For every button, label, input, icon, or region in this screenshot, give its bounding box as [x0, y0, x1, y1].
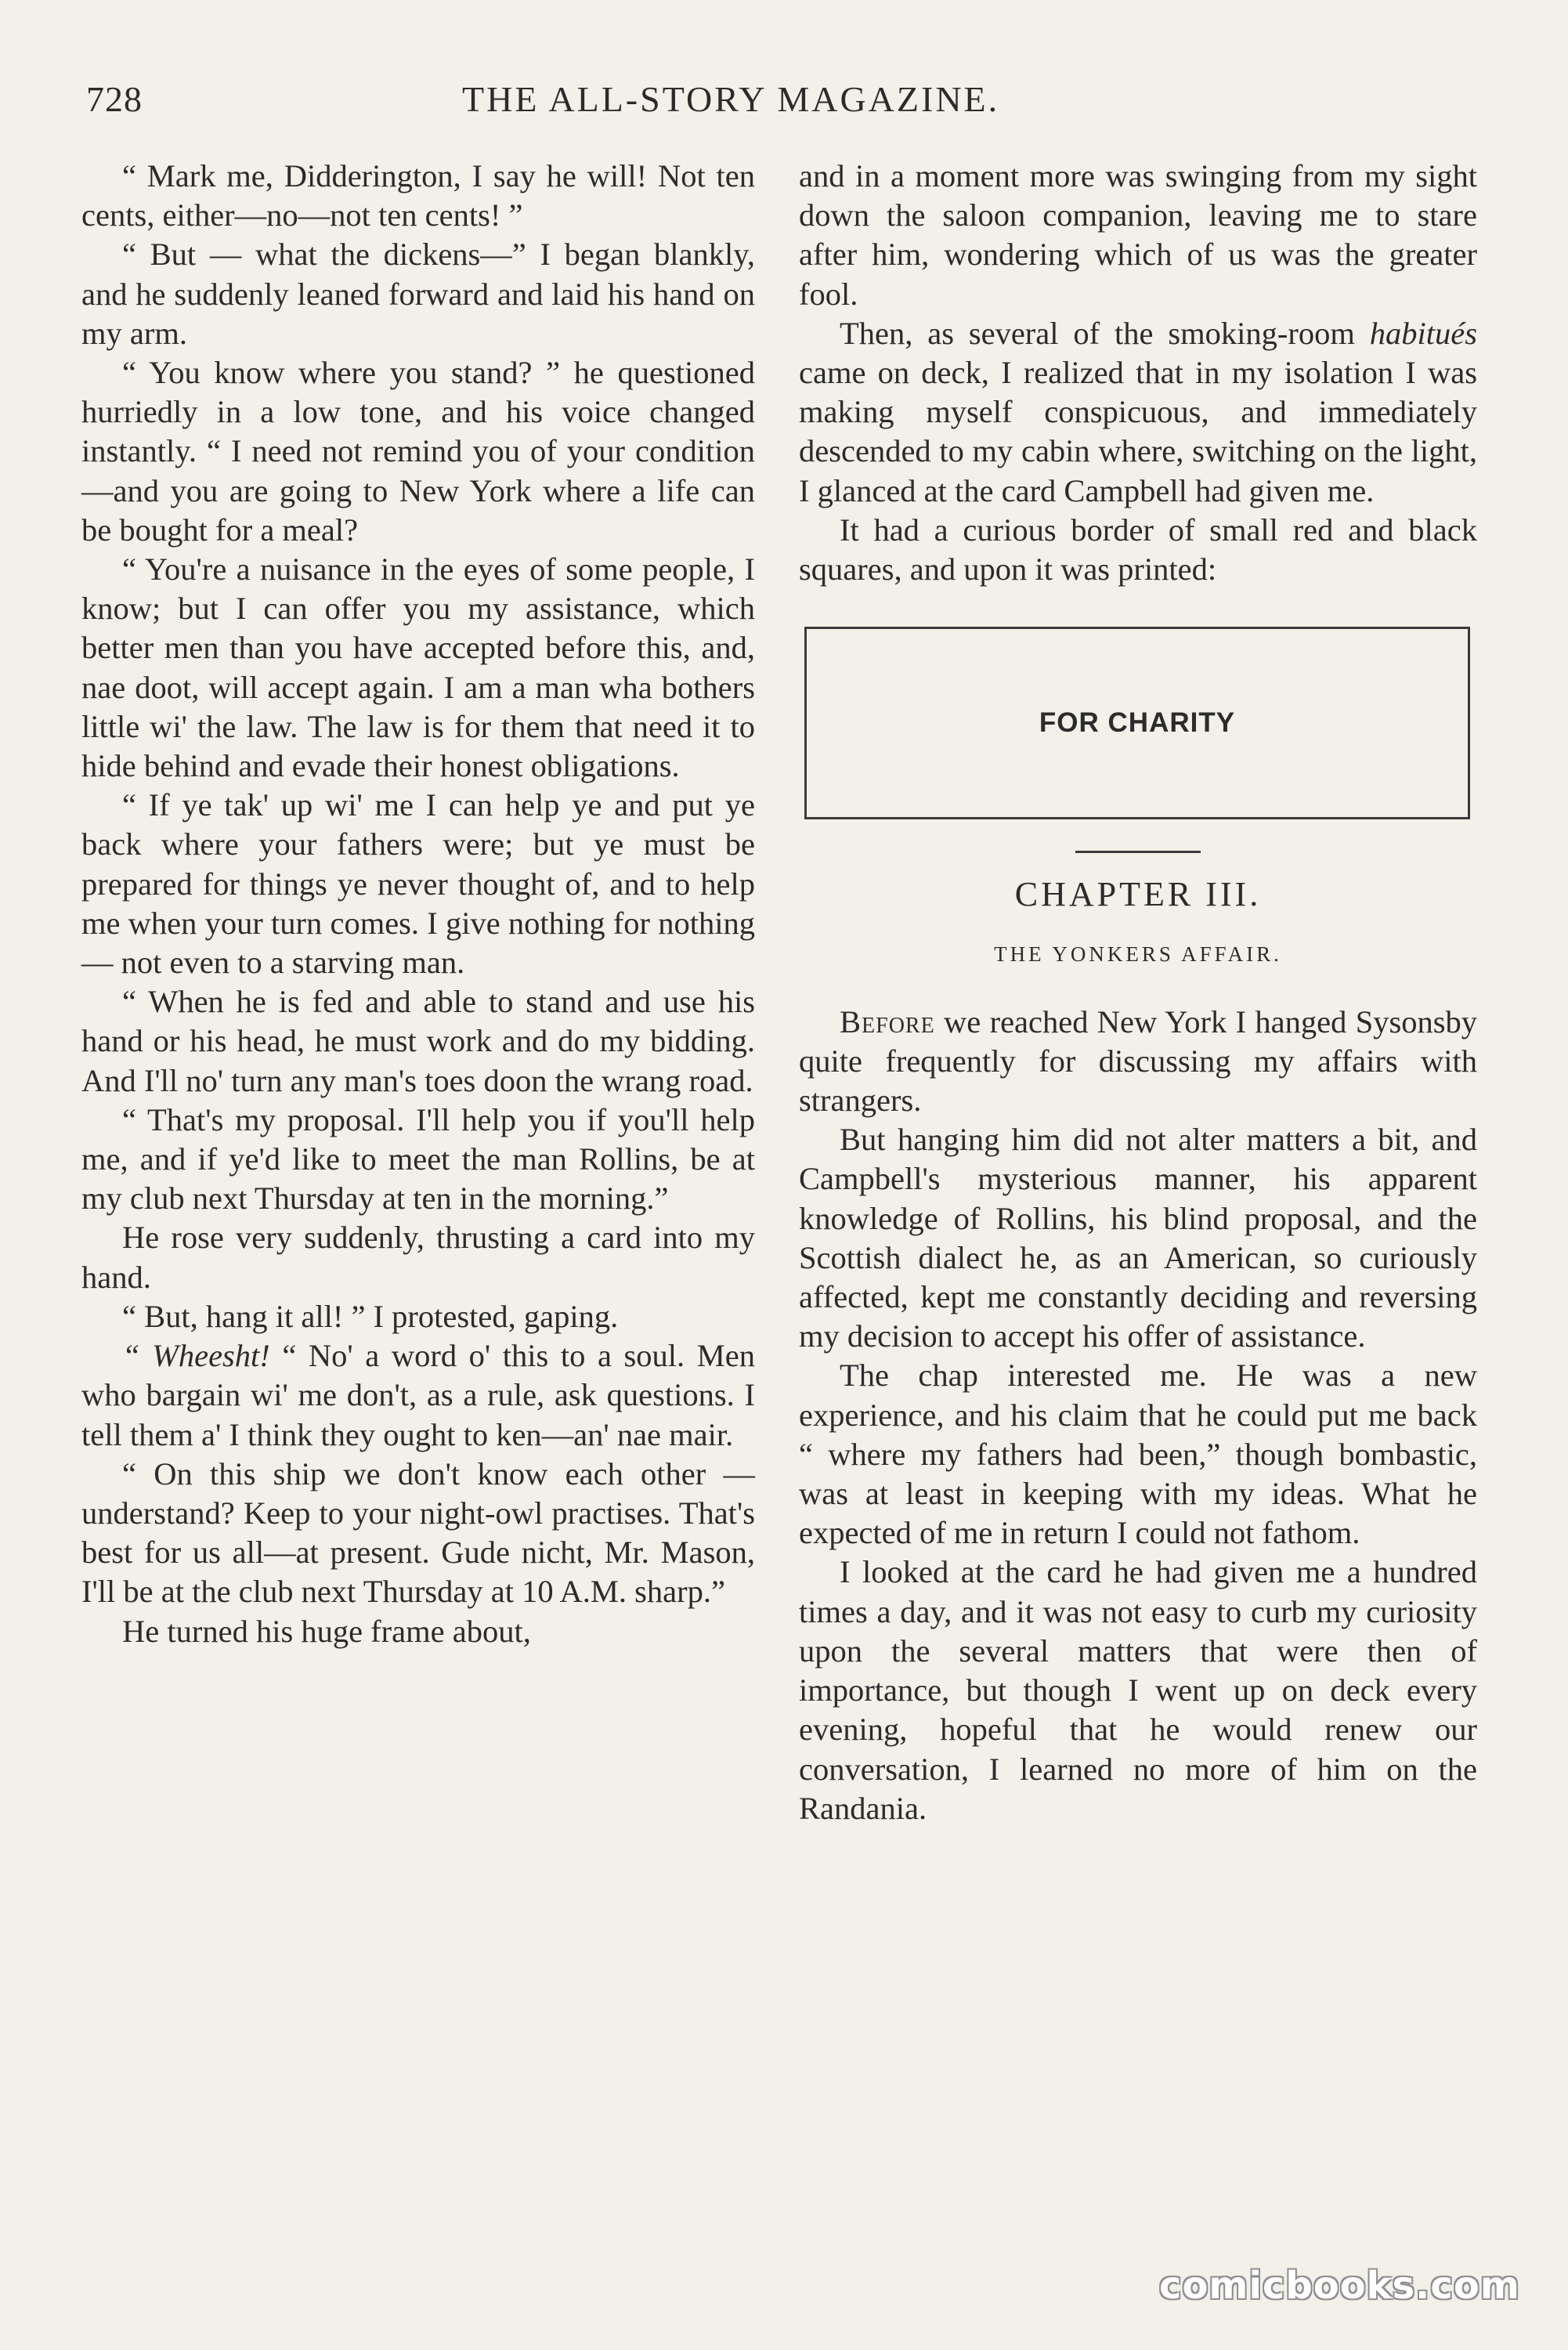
paragraph: He turned his huge frame about, [122, 1613, 531, 1649]
paragraph-text: came on deck, I realized that in my isolation I was making myself conspicuous, and immediately descended to my cabin where, switching on the light, I glanced at the card Campbell had given me. [799, 355, 1477, 508]
page-header [86, 78, 1496, 125]
chapter-subtitle: THE YONKERS AFFAIR. [994, 942, 1282, 967]
paragraph: He rose very suddenly, thrusting a card into my hand. [81, 1220, 755, 1295]
paragraph: “ You know where you stand? ” he questioned hurriedly in a low tone, and his voice changed instantly. “ I need not remind you of your condition—and you are going to New York where a life can be bought for a meal? [81, 355, 755, 548]
watermark: comicbooks.com [1159, 2264, 1520, 2308]
left-column [81, 157, 755, 1651]
paragraph: “ When he is fed and able to stand and use his hand or his head, he must work and do my bidding. And I'll no' turn any man's toes doon the wrang road. [81, 984, 755, 1098]
paragraph: But hanging him did not alter matters a bit, and Campbell's mysterious manner, his apparent knowledge of Rollins, his blind proposal, and the Scottish dialect he, as an American, so curiously affected, kept me constantly deciding and reversing my decision to accept his offer of assistance. [799, 1122, 1477, 1354]
paragraph-wheesht [81, 1336, 755, 1455]
right-column [799, 157, 1477, 1828]
page-number: 728 [86, 79, 143, 119]
paragraph-chapter-opening [799, 1003, 1477, 1121]
paragraph-then [799, 314, 1477, 511]
paragraph-text: Then, as several of the smoking-room [840, 315, 1370, 351]
card-text: FOR CHARITY [1039, 707, 1236, 739]
paragraph: The chap interested me. He was a new experience, and his claim that he could put me back “ where my fathers had been,” though bombastic, was at least in keeping with my ideas. What he expected of me in return I could not fathom. [799, 1358, 1477, 1551]
paragraph: “ Mark me, Didderington, I say he will! Not ten cents, either—no—not ten cents! ” [81, 158, 755, 233]
running-head: THE ALL-STORY MAGAZINE. [462, 79, 1000, 119]
paragraph: I looked at the card he had given me a hundred times a day, and it was not easy to curb my curiosity upon the several matters that were then of importance, but though I went up on deck every evening, hopeful that he would renew our conversation, I learned no more of him on the Randania. [799, 1554, 1477, 1826]
paragraph: “ But, hang it all! ” I protested, gaping. [122, 1298, 619, 1334]
charity-card [804, 627, 1470, 819]
paragraph-text: “ No' a word o' this to a soul. Men who bargain wi' me don't, as a rule, ask questions. I tell them a' I think they ought to ken—an' nae mair. [81, 1338, 755, 1452]
paragraph: “ That's my proposal. I'll help you if you'll help me, and if ye'd like to meet the man Rollins, be at my club next Thursday at ten in the morning.” [81, 1101, 755, 1217]
paragraph-continuation: and in a moment more was swinging from my sight down the saloon companion, leaving me to stare after him, wondering which of us was the greater fool. [799, 158, 1477, 312]
paragraph: “ If ye tak' up wi' me I can help ye and put ye back where your fathers were; but ye must be prepared for things ye never thought of, and to help me when your turn comes. I give nothing for nothing — not even to a starving man. [81, 787, 755, 981]
italic-exclamation: “ Wheesht! [122, 1338, 270, 1374]
paragraph-text: we reached New York I hanged Sysonsby quite frequently for discussing my affairs with strangers. [799, 1003, 1477, 1119]
italic-word: habitués [1369, 315, 1477, 351]
paragraph: “ On this ship we don't know each other — understand? Keep to your night-owl practises. That's best for us all—at present. Gude nicht, Mr. Mason, I'll be at the club next Thursday at 10 A.M. sharp.” [81, 1455, 755, 1610]
paragraph: “ You're a nuisance in the eyes of some people, I know; but I can offer you my assistance, which better men than you have accepted before this, and, nae doot, will accept again. I am a man wha bothers little wi' the law. The law is for them that need it to hide behind and evade their honest obligations. [81, 551, 755, 784]
chapter-title: CHAPTER III. [1014, 875, 1262, 914]
section-divider [1075, 851, 1201, 853]
paragraph: It had a curious border of small red and black squares, and upon it was printed: [799, 512, 1477, 588]
paragraph: “ But — what the dickens—” I began blankly, and he suddenly leaned forward and laid his hand on my arm. [81, 237, 755, 351]
lead-word: Before [840, 1003, 935, 1039]
